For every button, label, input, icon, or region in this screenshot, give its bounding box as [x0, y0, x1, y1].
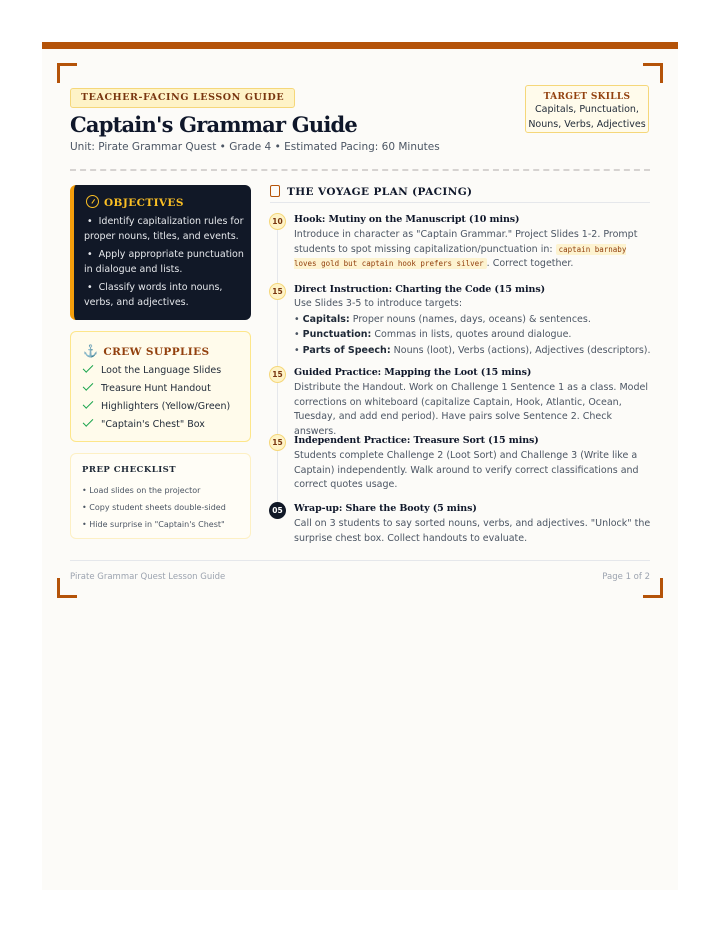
step-bullet: • Punctuation: Commas in lists, quotes around dialogue. — [294, 329, 572, 340]
check-icon — [83, 398, 94, 409]
check-icon — [83, 362, 94, 373]
target-skills-heading: TARGET SKILLS — [543, 92, 631, 102]
step-minutes-badge: 15 — [269, 434, 286, 451]
step-title: Hook: Mutiny on the Manuscript (10 mins) — [294, 214, 520, 225]
corner-bracket-top-left — [57, 63, 77, 83]
footer-divider — [70, 560, 650, 561]
step-bullet: • Capitals: Proper nouns (names, days, oceans) & sentences. — [294, 313, 591, 325]
crew-supplies-panel — [70, 331, 251, 442]
top-accent-bar — [42, 42, 678, 49]
step-description: Introduce in character as "Captain Grammar." Project Slides 1-2. Prompt students to spot missing capitalization/punctuation in: captain barnaby loves gold but captain hook prefers silver . Correct together. — [294, 229, 638, 269]
target-skills-box — [525, 85, 649, 133]
example-sentence-code: captain barnaby loves gold but captain hook prefers silver — [294, 244, 627, 268]
lesson-type-badge: TEACHER-FACING LESSON GUIDE — [70, 88, 295, 108]
target-skills-line: Capitals, Punctuation, — [535, 104, 639, 115]
step-description: Students complete Challenge 2 (Loot Sort) and Challenge 3 (Write like a Captain) independently. Walk around to verify correct classifications and correct quotes usage. — [294, 450, 639, 490]
anchor-icon: ⚓ — [83, 344, 99, 358]
scroll-icon — [270, 185, 280, 197]
step-title: Direct Instruction: Charting the Code (15 mins) — [294, 284, 545, 295]
step-minutes-badge: 15 — [269, 283, 286, 300]
check-icon — [83, 380, 94, 391]
supply-item: Loot the Language Slides — [83, 362, 230, 380]
step-description: Distribute the Handout. Work on Challenge 1 Sentence 1 as a class. Model corrections on whiteboard (capitalize Captain, Hook, Atlantic, Ocean, Tuesday, and add end period). Have pairs solve Sentence 2. Check answers. — [294, 382, 648, 437]
supply-item: Highlighters (Yellow/Green) — [83, 398, 230, 416]
lesson-page — [42, 42, 678, 890]
objectives-heading: OBJECTIVES — [86, 195, 184, 209]
compass-icon — [86, 195, 99, 208]
voyage-plan-heading: THE VOYAGE PLAN (PACING) — [270, 185, 472, 198]
footer-title: Pirate Grammar Quest Lesson Guide — [70, 572, 226, 582]
objective-item: • Apply appropriate punctuation in dialogue and lists. — [84, 249, 244, 275]
step-description: Call on 3 students to say sorted nouns, verbs, and adjectives. "Unlock" the surprise chest box. Collect handouts to evaluate. — [294, 518, 651, 544]
step-minutes-badge: 15 — [269, 366, 286, 383]
objective-item: • Identify capitalization rules for proper nouns, titles, and events. — [84, 216, 244, 242]
voyage-heading-rule — [270, 202, 650, 203]
step-title: Wrap-up: Share the Booty (5 mins) — [294, 503, 477, 514]
prep-checklist-heading: PREP CHECKLIST — [82, 465, 177, 475]
step-minutes-badge: 10 — [269, 213, 286, 230]
corner-bracket-top-right — [643, 63, 663, 83]
objective-item: • Classify words into nouns, verbs, and adjectives. — [84, 282, 223, 308]
page-title: Captain's Grammar Guide — [70, 112, 357, 137]
step-title: Guided Practice: Mapping the Loot (15 mins) — [294, 367, 532, 378]
prep-item: • Hide surprise in "Captain's Chest" — [82, 520, 225, 529]
step-bullet: • Parts of Speech: Nouns (loot), Verbs (actions), Adjectives (descriptors). — [294, 344, 651, 356]
supply-item: "Captain's Chest" Box — [83, 416, 230, 434]
step-description: Use Slides 3-5 to introduce targets: — [294, 298, 463, 309]
step-title: Independent Practice: Treasure Sort (15 mins) — [294, 435, 539, 446]
prep-checklist-panel — [70, 453, 251, 539]
page-number: Page 1 of 2 — [602, 572, 650, 582]
header-divider — [70, 169, 650, 171]
objectives-panel — [70, 185, 251, 320]
crew-supplies-heading: ⚓ CREW SUPPLIES — [83, 344, 210, 358]
target-skills-line: Nouns, Verbs, Adjectives — [528, 119, 646, 130]
prep-item: • Copy student sheets double-sided — [82, 503, 226, 512]
prep-item: • Load slides on the projector — [82, 486, 201, 495]
supply-item: Treasure Hunt Handout — [83, 380, 230, 398]
step-minutes-badge: 05 — [269, 502, 286, 519]
page-subtitle: Unit: Pirate Grammar Quest • Grade 4 • Estimated Pacing: 60 Minutes — [70, 141, 440, 153]
check-icon — [83, 416, 94, 427]
